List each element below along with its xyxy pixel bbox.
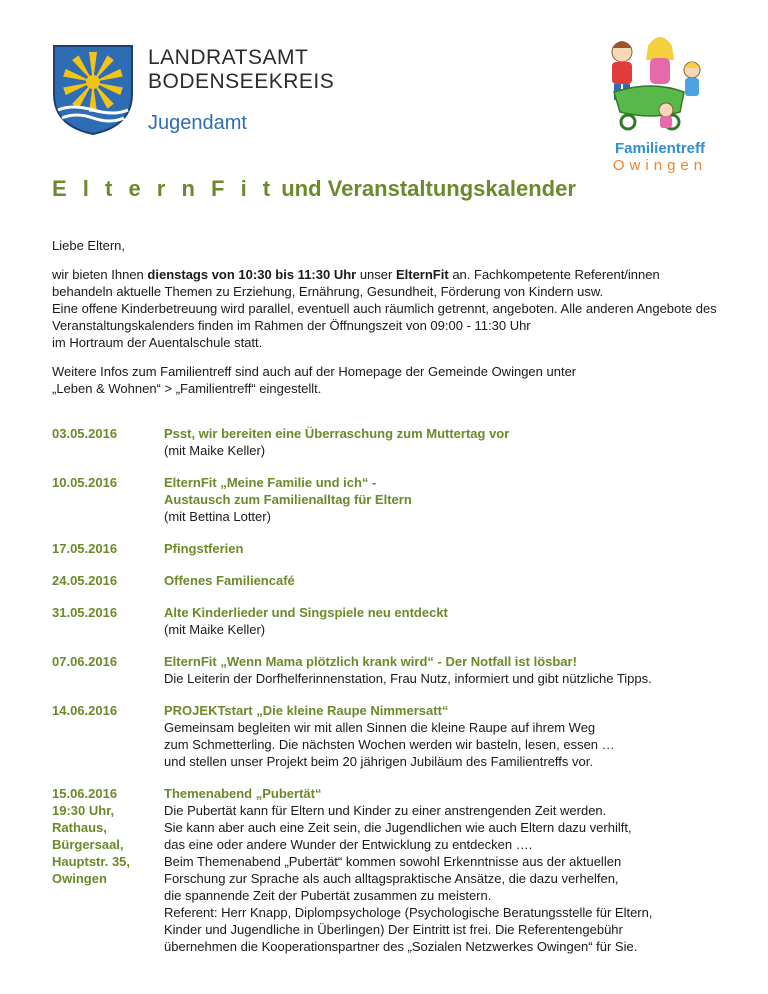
org-line-2: BODENSEEKREIS (148, 70, 335, 93)
event-description: und stellen unser Projekt beim 20 jährigen Jubiläum des Familientreffs vor. (164, 754, 593, 769)
family-logo-name: Familientreff (614, 140, 705, 157)
event-description: übernehmen die Kooperationspartner des „Sozialen Netzwerkes Owingen“ für Sie. (164, 939, 638, 954)
event-date (52, 572, 164, 589)
title-rest: und Veranstaltungskalender (275, 176, 576, 201)
event-date (52, 540, 164, 557)
event-description: das eine oder andere Wunder der Entwicklung zu entdecken …. (164, 837, 533, 852)
event-title: ElternFit „Meine Familie und ich“ - (164, 475, 377, 490)
event-title: Themenabend „Pubertät“ (164, 786, 322, 801)
event-details (164, 540, 732, 557)
event-details (164, 653, 732, 687)
event-title: Psst, wir bereiten eine Überraschung zum Muttertag vor (164, 426, 510, 441)
event-spacer (52, 770, 732, 785)
event-date (52, 785, 164, 955)
organization-name (148, 46, 334, 94)
event-spacer (52, 459, 732, 474)
intro-info-line2: „Leben & Wohnen“ > „Familientreff“ eingestellt. (52, 381, 322, 396)
intro-text (52, 237, 722, 409)
event-spacer (52, 687, 732, 702)
event-details (164, 474, 732, 525)
event-date-line: Bürgersaal, (52, 837, 124, 852)
event-date (52, 702, 164, 770)
event-row (52, 604, 732, 638)
intro-text-b: unser (356, 267, 396, 282)
intro-elternfit-bold: ElternFit (395, 267, 449, 282)
intro-paragraph-1 (52, 266, 722, 351)
event-description: Kinder und Jugendliche in Überlingen) Der Eintritt ist frei. Die Referentengebühr (164, 922, 623, 937)
event-date-line: Rathaus, (52, 820, 107, 835)
event-description: Referent: Herr Knapp, Diplompsychologe (Psychologische Beratungsstelle für Eltern, (164, 905, 653, 920)
intro-text-line3: im Hortraum der Auentalschule statt. (52, 335, 263, 350)
intro-text-a: wir bieten Ihnen (52, 267, 148, 282)
event-title: Pfingstferien (164, 541, 244, 556)
event-description: (mit Maike Keller) (164, 443, 266, 458)
event-date (52, 425, 164, 459)
event-date (52, 653, 164, 687)
family-logo-town: Owingen (612, 157, 708, 174)
event-title: Offenes Familiencafé (164, 573, 295, 588)
event-row (52, 540, 732, 557)
greeting: Liebe Eltern, (52, 238, 125, 253)
event-details (164, 425, 732, 459)
event-calendar (52, 425, 732, 955)
event-description: Gemeinsam begleiten wir mit allen Sinnen die kleine Raupe auf ihrem Weg (164, 720, 596, 735)
event-row (52, 653, 732, 687)
event-date-line: 17.05.2016 (52, 541, 118, 556)
event-spacer (52, 589, 732, 604)
event-date-line: 14.06.2016 (52, 703, 118, 718)
intro-text-line2: Eine offene Kinderbetreuung wird parallel, eventuell auch räumlich getrennt, angeboten. Alle anderen Angebote des Veranstaltungskalenders finden im Rahmen der Öffnungszeit von 09:00 - 11:30 Uhr (52, 301, 717, 333)
title-spaced: E l t e r n F i t (52, 176, 276, 201)
intro-paragraph-2 (52, 363, 722, 397)
event-date-line: 10.05.2016 (52, 475, 118, 490)
event-row (52, 702, 732, 770)
event-description: (mit Bettina Lotter) (164, 509, 271, 524)
intro-info-line1: Weitere Infos zum Familientreff sind auch auf der Homepage der Gemeinde Owingen unter (52, 364, 577, 379)
event-date-line: 19:30 Uhr, (52, 803, 115, 818)
event-description: Die Leiterin der Dorfhelferinnenstation, Frau Nutz, informiert und gibt nützliche Tipps. (164, 671, 652, 686)
event-spacer (52, 638, 732, 653)
event-date-line: Hauptstr. 35, (52, 854, 131, 869)
coat-of-arms-icon (52, 44, 134, 136)
org-line-1: LANDRATSAMT (148, 46, 309, 69)
event-date-line: 03.05.2016 (52, 426, 118, 441)
event-spacer (52, 557, 732, 572)
event-details (164, 785, 732, 955)
event-details (164, 702, 732, 770)
family-illustration-icon (592, 30, 722, 142)
event-row (52, 572, 732, 589)
page-title (52, 176, 576, 202)
event-date-line: Owingen (52, 871, 107, 886)
event-date-line: 31.05.2016 (52, 605, 118, 620)
event-date-line: 24.05.2016 (52, 573, 118, 588)
event-date-line: 15.06.2016 (52, 786, 118, 801)
event-description: Beim Themenabend „Pubertät“ kommen sowohl Erkenntnisse aus der aktuellen (164, 854, 622, 869)
event-date (52, 604, 164, 638)
event-row (52, 474, 732, 525)
event-description: zum Schmetterling. Die nächsten Wochen werden wir basteln, lesen, essen … (164, 737, 615, 752)
letterhead (0, 0, 768, 180)
event-title: Alte Kinderlieder und Singspiele neu entdeckt (164, 605, 448, 620)
event-row (52, 785, 732, 955)
event-description: (mit Maike Keller) (164, 622, 266, 637)
event-date-line: 07.06.2016 (52, 654, 118, 669)
event-description: Forschung zur Sprache als auch alltagspraktische Ansätze, die dazu verhelfen, (164, 871, 619, 886)
event-details (164, 572, 732, 589)
event-date (52, 474, 164, 525)
event-row (52, 425, 732, 459)
event-details (164, 604, 732, 638)
event-description: Sie kann aber auch eine Zeit sein, die Jugendlichen wie auch Eltern dazu verhilft, (164, 820, 632, 835)
event-title: PROJEKTstart „Die kleine Raupe Nimmersatt“ (164, 703, 449, 718)
intro-text-c: an. Fachkompetente Referent/innen behandeln aktuelle Themen zu Erziehung, Ernährung, Gesundheit, Förderung von Kindern usw. (52, 267, 660, 299)
event-spacer (52, 525, 732, 540)
intro-time-bold: dienstags von 10:30 bis 11:30 Uhr (147, 267, 357, 282)
event-title: Austausch zum Familienalltag für Eltern (164, 492, 412, 507)
department-name: Jugendamt (148, 112, 247, 134)
event-title: ElternFit „Wenn Mama plötzlich krank wird“ - Der Notfall ist lösbar! (164, 654, 577, 669)
event-description: Die Pubertät kann für Eltern und Kinder zu einer anstrengenden Zeit werden. (164, 803, 607, 818)
event-description: die spannende Zeit der Pubertät zusammen zu meistern. (164, 888, 492, 903)
